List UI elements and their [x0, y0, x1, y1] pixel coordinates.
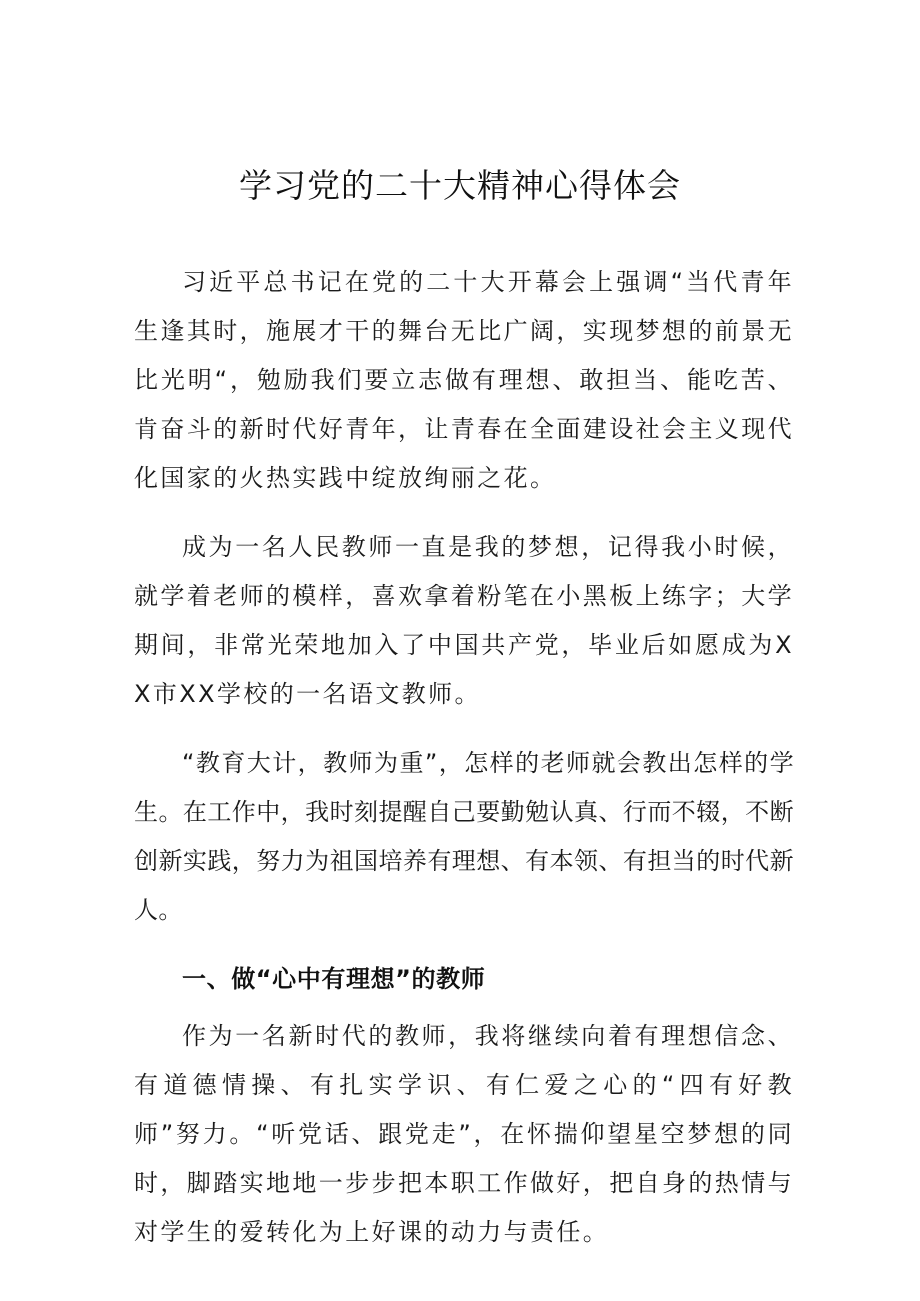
section-heading: 一、做“心中有理想”的教师	[182, 965, 486, 993]
paragraph-2: 成为一名人民教师一直是我的梦想，记得我小时候，就学着老师的模样，喜欢拿着粉笔在小黑板上练字；大学期间，非常光荣地加入了中国共产党，毕业后如愿成为XX市XX学校的一名语文教师。	[134, 533, 794, 708]
document-title: 学习党的二十大精神心得体会	[239, 166, 681, 205]
paragraph-3: “教育大计，教师为重”，怎样的老师就会教出怎样的学生。在工作中，我时刻提醒自己要勤勉认真、行而不辍，不断创新实践，努力为祖国培养有理想、有本领、有担当的时代新人。	[134, 749, 794, 924]
document-body	[134, 258, 794, 1277]
section-paragraph: 作为一名新时代的教师，我将继续向着有理想信念、有道德情操、有扎实学识、有仁爱之心的“四有好教师”努力。“听党话、跟党走”，在怀揣仰望星空梦想的同时，脚踏实地地一步步把本职工作做好，把自身的热情与对学生的爱转化为上好课的动力与责任。	[134, 1022, 794, 1246]
paragraph-1: 习近平总书记在党的二十大开幕会上强调“当代青年生逢其时，施展才干的舞台无比广阔，实现梦想的前景无比光明“，勉励我们要立志做有理想、敢担当、能吃苦、肯奋斗的新时代好青年，让青春在全面建设社会主义现代化国家的火热实践中绽放绚丽之花。	[134, 268, 794, 492]
